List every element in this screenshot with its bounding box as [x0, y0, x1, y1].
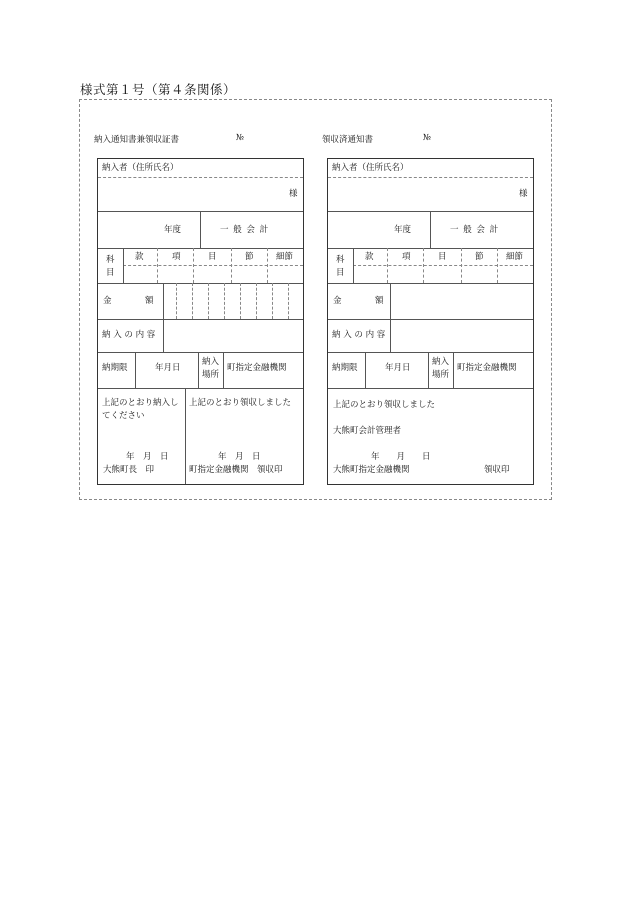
subject-divider	[353, 265, 533, 266]
deadline-divider	[135, 352, 136, 388]
subject-col-divider	[461, 248, 462, 283]
subject-col-divider	[423, 248, 424, 283]
amount-label-2: 額	[145, 296, 154, 306]
row-line	[98, 352, 303, 353]
payer-divider	[98, 177, 303, 178]
year-label: 年度	[164, 225, 182, 235]
subject-col-divider	[267, 248, 268, 283]
amount-digit-divider	[272, 283, 273, 319]
amount-label-1: 金	[103, 296, 112, 306]
subject-label-2: 目	[106, 268, 115, 278]
subject-label-1: 科	[336, 255, 345, 265]
row-line	[98, 319, 303, 320]
content-label: 納 入 の 内 容	[332, 330, 386, 340]
subject-col-saisetsu: 細節	[506, 252, 524, 262]
subject-label-1: 科	[106, 255, 115, 265]
subject-col-moku: 目	[208, 252, 217, 262]
content-label: 納 入 の 内 容	[102, 330, 156, 340]
row-line	[328, 248, 533, 249]
year-divider	[200, 211, 201, 248]
subject-col-divider	[231, 248, 232, 283]
subject-col-setsu: 節	[475, 252, 484, 262]
account-label: 一 般 会 計	[220, 225, 270, 235]
row-line	[328, 388, 533, 389]
deadline-divider	[365, 352, 366, 388]
issuer: 大熊町長 印	[103, 465, 155, 475]
amount-digit-divider	[192, 283, 193, 319]
amount-label-divider	[390, 283, 391, 319]
deadline-label: 納期限	[332, 363, 358, 373]
amount-label-2: 額	[375, 296, 384, 306]
amount-digit-divider	[176, 283, 177, 319]
place-label-1: 納入	[202, 357, 220, 367]
left-form-number-label: №	[236, 133, 245, 143]
place-label-left-divider	[428, 352, 429, 388]
right-date: 年 月 日	[218, 452, 261, 462]
deadline-value: 年月日	[155, 363, 181, 373]
designated-bank: 大熊町指定金融機関	[333, 465, 410, 475]
subject-label-divider	[353, 248, 354, 283]
row-line	[98, 248, 303, 249]
content-label-divider	[390, 319, 391, 352]
honorific: 様	[289, 189, 298, 199]
subject-label-divider	[123, 248, 124, 283]
row-line	[98, 388, 303, 389]
amount-label-1: 金	[333, 296, 342, 306]
content-label-divider	[163, 319, 164, 352]
subject-col-kou: 項	[402, 252, 411, 262]
place-value: 町指定金融機関	[227, 363, 287, 373]
amount-digit-divider	[240, 283, 241, 319]
place-label-right-divider	[223, 352, 224, 388]
subject-label-2: 目	[336, 268, 345, 278]
right-form	[327, 158, 534, 485]
left-form	[97, 158, 304, 485]
form-heading: 様式第１号（第４条関係）	[80, 82, 237, 97]
subject-col-moku: 目	[438, 252, 447, 262]
subject-col-divider	[157, 248, 158, 283]
place-label-left-divider	[198, 352, 199, 388]
receipt-seal: 領収印	[484, 465, 510, 475]
subject-col-divider	[497, 248, 498, 283]
subject-divider	[123, 265, 303, 266]
subject-col-kan: 款	[135, 252, 144, 262]
honorific: 様	[519, 189, 528, 199]
subject-col-setsu: 節	[245, 252, 254, 262]
payer-label: 納入者（住所氏名）	[332, 163, 409, 173]
date-label: 年 月 日	[371, 452, 431, 462]
place-label-2: 場所	[202, 370, 220, 380]
subject-col-saisetsu: 細節	[276, 252, 294, 262]
place-label-2: 場所	[432, 370, 450, 380]
place-label-1: 納入	[432, 357, 450, 367]
subject-col-divider	[387, 248, 388, 283]
notice-received: 上記のとおり領収しました	[333, 400, 436, 410]
signature-divider	[185, 388, 186, 484]
row-line	[328, 319, 533, 320]
amount-digit-divider	[288, 283, 289, 319]
row-line	[328, 352, 533, 353]
amount-digit-divider	[256, 283, 257, 319]
subject-col-divider	[193, 248, 194, 283]
amount-label-divider	[163, 283, 164, 319]
place-label-right-divider	[453, 352, 454, 388]
amount-digit-divider	[224, 283, 225, 319]
deadline-value: 年月日	[385, 363, 411, 373]
right-form-number-label: №	[423, 133, 432, 143]
accounting-manager: 大熊町会計管理者	[333, 426, 402, 436]
account-label: 一 般 会 計	[450, 225, 500, 235]
subject-col-kou: 項	[172, 252, 181, 262]
left-date: 年 月 日	[126, 452, 169, 462]
subject-col-kan: 款	[365, 252, 374, 262]
row-line	[328, 283, 533, 284]
deadline-label: 納期限	[102, 363, 128, 373]
amount-digit-divider	[208, 283, 209, 319]
payer-label: 納入者（住所氏名）	[102, 163, 179, 173]
left-form-title: 納入通知書兼領収証書	[94, 135, 180, 145]
place-value: 町指定金融機関	[457, 363, 517, 373]
right-form-title: 領収済通知書	[322, 135, 374, 145]
notice-received: 上記のとおり領収しました	[189, 398, 292, 408]
receiver: 町指定金融機関 領収印	[189, 465, 283, 475]
payer-divider	[328, 177, 533, 178]
year-label: 年度	[394, 225, 412, 235]
notice-request: 上記のとおり納入してください	[102, 398, 179, 421]
year-divider	[430, 211, 431, 248]
